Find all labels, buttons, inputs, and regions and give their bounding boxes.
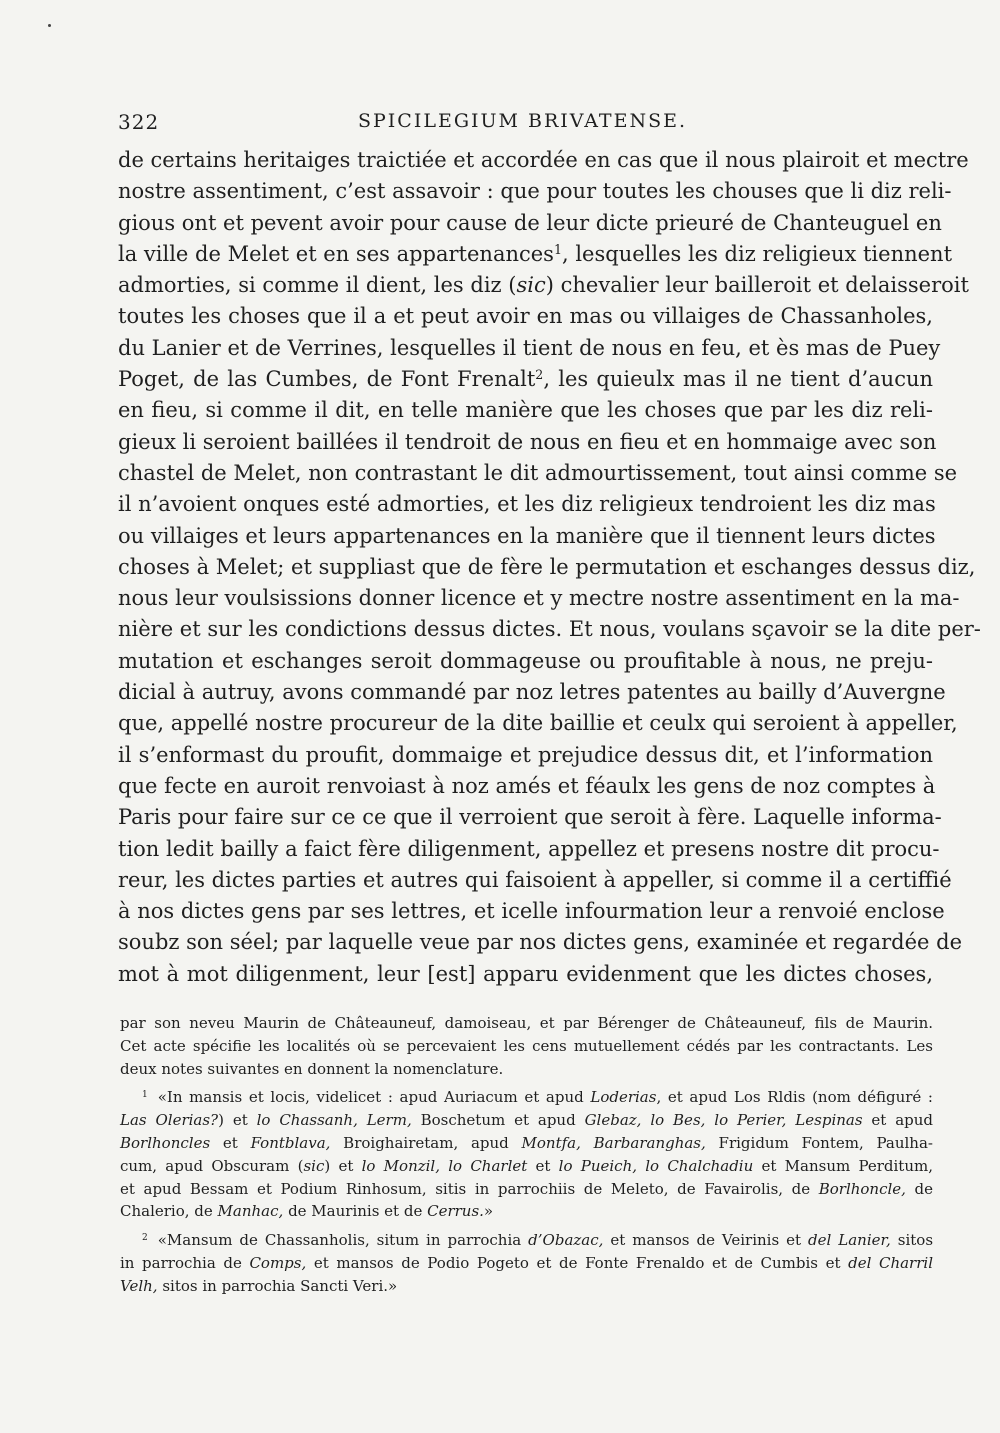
- body-line: admorties, si comme il dient, les diz (sic) chevalier leur bailleroit et delaisseroit: [118, 273, 969, 298]
- footnote-number: 2: [142, 1233, 148, 1244]
- footnote-line: in parrochia de Comps, et mansos de Podio Pogeto et de Fonte Frenaldo et de Cumbis et del Charril: [120, 1253, 933, 1272]
- footnote-continuation: [120, 1012, 933, 1080]
- body-line: de certains heritaiges traictiée et accordée en cas que il nous plairoit et mectre: [118, 148, 969, 172]
- sic-marker: sic: [516, 273, 546, 298]
- body-text: [118, 145, 981, 990]
- footnote-ref: 1: [553, 241, 562, 257]
- footnote-line: et apud Bessam et Podium Rinhosum, sitis in parrochiis de Meleto, de Favairolis, de Borlhoncle, de: [120, 1179, 934, 1198]
- body-line: gieux li seroient baillées il tendroit de nous en fieu et en hommaige avec son: [118, 429, 937, 454]
- footnote-line: Cet acte spécifie les localités où se percevaient les cens mutuellement cédés par les contractants. Les: [120, 1036, 933, 1055]
- body-line: Poget, de las Cumbes, de Font Frenalt$^2$, les quieulx mas il ne tient d’aucun: [118, 367, 934, 392]
- body-line: que, appellé nostre procureur de la dite baillie et ceulx qui seroient à appeller,: [118, 711, 958, 736]
- body-line: en fieu, si comme il dit, en telle manière que les choses que par les diz reli-: [118, 398, 933, 423]
- footnote-line: cum, apud Obscuram (sic) et lo Monzil, lo Charlet et lo Pueich, lo Chalchadiu et Mansum Perditum,: [120, 1156, 933, 1175]
- footnote-line: $^2$ «Mansum de Chassanholis, situm in parrochia d’Obazac, et mansos de Veirinis et del Lanier, sitos: [142, 1231, 934, 1250]
- body-line: toutes les choses que il a et peut avoir en mas ou villaiges de Chassanholes,: [118, 304, 933, 329]
- body-line: que fecte en auroit renvoiast à noz amés et féaulx les gens de noz comptes à: [118, 773, 936, 798]
- body-line: tion ledit bailly a faict fère diligenment, appellez et presens nostre dit procu-: [118, 836, 940, 861]
- body-line: mutation et eschanges seroit dommageuse ou proufitable à nous, ne preju-: [118, 648, 933, 673]
- footnote-line: Borlhoncles et Fontblava, Broighairetam, apud Montfa, Barbaranghas, Frigidum Fontem, Paulha-: [120, 1133, 933, 1152]
- footnote-1: [120, 1086, 933, 1223]
- footnote-line: Velh, sitos in parrochia Sancti Veri.»: [120, 1276, 398, 1295]
- body-line: soubz son séel; par laquelle veue par nos dictes gens, examinée et regardée de: [118, 930, 962, 955]
- footnote-2: [120, 1229, 933, 1297]
- footnote-line: $^1$ «In mansis et locis, videlicet : apud Auriacum et apud Loderias, et apud Los Rldis (nom défiguré :: [142, 1088, 933, 1107]
- footnote-line: Las Olerias?) et lo Chassanh, Lerm, Boschetum et apud Glebaz, lo Bes, lo Perier, Lespinas et apud: [120, 1111, 934, 1130]
- footnote-line: deux notes suivantes en donnent la nomenclature.: [120, 1059, 504, 1078]
- running-title: SPICILEGIUM BRIVATENSE.: [358, 110, 688, 132]
- body-line: il n’avoient onques esté admorties, et les diz religieux tendroient les diz mas: [118, 492, 936, 517]
- scan-speck: [48, 24, 51, 27]
- body-line: chastel de Melet, non contrastant le dit admourtissement, tout ainsi comme se: [118, 460, 958, 485]
- body-line: mot à mot diligenment, leur [est] apparu evidenment que les dictes choses,: [118, 961, 933, 986]
- page-number: 322: [118, 110, 160, 134]
- body-line: il s’enformast du proufit, dommaige et prejudice dessus dit, et l’information: [118, 742, 933, 767]
- body-line: nière et sur les condictions dessus dictes. Et nous, voulans sçavoir se la dite per-: [118, 617, 981, 642]
- footnote-ref: 2: [535, 367, 544, 383]
- body-line: gious ont et pevent avoir pour cause de leur dicte prieuré de Chanteuguel en: [118, 210, 942, 235]
- footnote-line: par son neveu Maurin de Châteauneuf, damoiseau, et par Bérenger de Châteauneuf, fils de Maurin.: [120, 1014, 933, 1032]
- body-line: reur, les dictes parties et autres qui faisoient à appeller, si comme il a certiffié: [118, 867, 952, 892]
- body-line: dicial à autruy, avons commandé par noz letres patentes au bailly d’Auvergne: [118, 680, 946, 705]
- footnotes: [120, 1012, 933, 1298]
- footnote-line: Chalerio, de Manhac, de Maurinis et de Cerrus.»: [120, 1202, 494, 1221]
- body-line: nostre assentiment, c’est assavoir : que pour toutes les chouses que li diz reli-: [118, 179, 952, 204]
- page-header: [118, 110, 933, 140]
- body-line: à nos dictes gens par ses lettres, et icelle infourmation leur a renvoié enclose: [118, 899, 945, 924]
- body-line: Paris pour faire sur ce ce que il verroient que seroit à fère. Laquelle informa-: [118, 805, 942, 830]
- body-line: du Lanier et de Verrines, lesquelles il tient de nous en feu, et ès mas de Puey: [118, 335, 941, 360]
- body-line: choses à Melet; et suppliast que de fère le permutation et eschanges dessus diz,: [118, 554, 976, 579]
- footnote-number: 1: [142, 1090, 148, 1101]
- body-line: ou villaiges et leurs appartenances en la manière que il tiennent leurs dictes: [118, 523, 936, 548]
- body-line: nous leur voulsissions donner licence et y mectre nostre assentiment en la ma-: [118, 586, 960, 611]
- body-line: la ville de Melet et en ses appartenances$^1$, lesquelles les diz religieux tiennent: [118, 241, 953, 266]
